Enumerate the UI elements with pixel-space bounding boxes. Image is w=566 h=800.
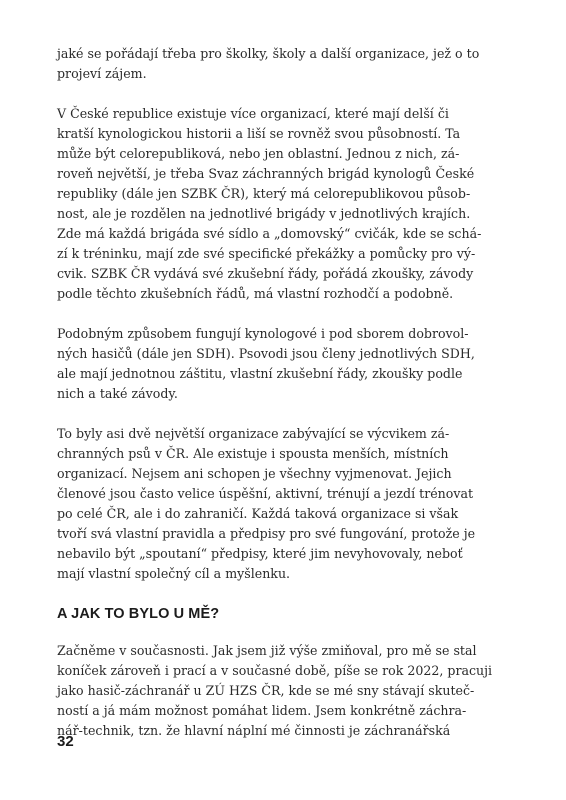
- paragraph-intro: jaké se pořádají třeba pro školky, školy a další organizace, jež o to projeví zájem.: [57, 46, 480, 81]
- paragraph-present: Začněme v současnosti. Jak jsem již výše zmiňoval, pro mě se stal koníček zároveň i prací a v současné době, píše se rok 2022, pracuji jako hasič-záchranář u ZÚ HZS ČR, kde se mé sny stávají skuteč- ností a já mám možnost pomáhat lidem. Jsem konkrétně záchra- nář-technik, tzn. že hlavní náplní mé činnosti je záchranářská: [57, 643, 493, 738]
- paragraph-other-organizations: To byly asi dvě největší organizace zabývající se výcvikem zá- chranných psů v ČR. Ale existuje i spousta menších, místních organizací. Nejsem ani schopen je všechny vyjmenovat. Jejich členové jsou často velice úspěšní, aktivní, trénují a jezdí trénovat po celé ČR, ale i do zahraničí. Každá taková organizace si však tvoří svá vlastní pravidla a předpisy pro své fungování, protože je nebavilo být „spoutaní“ předpisy, které jim nevyhovovaly, neboť mají vlastní společný cíl a myšlenku.: [57, 426, 476, 581]
- page-body: [57, 44, 516, 761]
- paragraph-sdh: Podobným způsobem fungují kynologové i pod sborem dobrovol- ných hasičů (dále jen SDH). Psovodi jsou členy jednotlivých SDH, ale mají jednotnou záštitu, vlastní zkušební řády, zkoušky podle nich a také závody.: [57, 326, 475, 401]
- section-heading: A JAK TO BYLO U MĚ?: [57, 606, 220, 622]
- paragraph-organizations: V České republice existuje více organizací, které mají delší či kratší kynologickou historii a liší se rovněž svou působností. Ta může být celorepubliková, nebo jen oblastní. Jednou z nich, zá- roveň největší, je třeba Svaz záchranných brigád kynologů České republiky (dále jen SZBK ČR), který má celorepublikovou působ- nost, ale je rozdělen na jednotlivé brigády v jednotlivých krajích. Zde má každá brigáda své sídlo a „domovský“ cvičák, kde se schá- zí k tréninku, mají zde své specifické překážky a pomůcky pro vý- cvik. SZBK ČR vydává své zkušební řády, pořádá zkoušky, závody podle těchto zkušebních řádů, má vlastní rozhodčí a podobně.: [57, 106, 482, 301]
- page-number: 32: [57, 733, 74, 750]
